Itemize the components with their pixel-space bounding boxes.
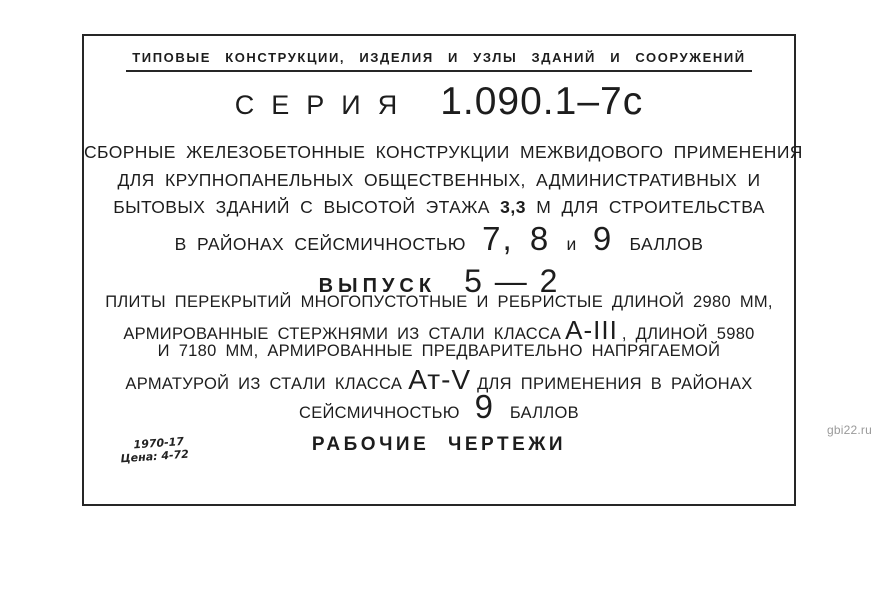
contents-line-3 <box>84 342 794 361</box>
description-text: В РАЙОНАХ СЕЙСМИЧНОСТЬЮ <box>174 234 466 254</box>
stamp-code: 1970-17 <box>133 434 185 452</box>
description-line-3 <box>84 197 794 218</box>
contents-line-5 <box>84 388 794 426</box>
description-text: БЫТОВЫХ ЗДАНИЙ С ВЫСОТОЙ ЭТАЖА <box>113 197 490 217</box>
contents-text: И 7180 ММ, АРМИРОВАННЫЕ ПРЕДВАРИТЕЛЬНО НАПРЯГАЕМОЙ <box>157 342 721 360</box>
contents-text: АРМАТУРОЙ ИЗ СТАЛИ КЛАССА <box>125 375 403 393</box>
issue-label: ВЫПУСК <box>318 275 437 297</box>
price-stamp <box>119 436 189 466</box>
series-label: СЕРИЯ <box>234 90 415 120</box>
contents-text: АРМИРОВАННЫЕ СТЕРЖНЯМИ ИЗ СТАЛИ КЛАССА <box>123 325 562 343</box>
seismicity-value-9: 9 <box>592 220 614 257</box>
contents-text: ПЛИТЫ ПЕРЕКРЫТИЙ МНОГОПУСТОТНЫЕ И РЕБРИСТЫЕ ДЛИНОЙ 2980 ММ, <box>105 293 773 311</box>
description-text: БАЛЛОВ <box>629 234 704 254</box>
storey-height-value: 3,3 <box>500 197 526 217</box>
contents-text: ДЛЯ ПРИМЕНЕНИЯ В РАЙОНАХ <box>477 375 753 393</box>
document-header-row <box>84 50 794 72</box>
description-text: ДЛЯ КРУПНОПАНЕЛЬНЫХ ОБЩЕСТВЕННЫХ, АДМИНИСТРАТИВНЫХ И <box>117 170 761 190</box>
description-text: и <box>566 234 577 254</box>
description-line-4 <box>84 220 794 258</box>
description-text: М ДЛЯ СТРОИТЕЛЬСТВА <box>536 197 765 217</box>
contents-text: СЕЙСМИЧНОСТЬЮ <box>299 404 460 422</box>
contents-line-1 <box>84 293 794 312</box>
description-text: СБОРНЫЕ ЖЕЛЕЗОБЕТОННЫЕ КОНСТРУКЦИИ МЕЖВИДОВОГО ПРИМЕНЕНИЯ <box>84 142 803 162</box>
steel-class-a3: А-III <box>565 315 618 345</box>
stamp-price: Цена: 4-72 <box>120 447 190 465</box>
seismicity-value-9: 9 <box>474 388 495 425</box>
contents-text: , ДЛИНОЙ 5980 <box>621 325 755 343</box>
doc-type-title: РАБОЧИЕ ЧЕРТЕЖИ <box>311 434 567 455</box>
doc-type-row <box>84 434 794 456</box>
series-row <box>84 80 794 124</box>
site-watermark: gbi22.ru <box>827 423 872 437</box>
description-line-2 <box>84 170 794 191</box>
steel-class-at5: Ат-V <box>408 364 472 395</box>
document-header: ТИПОВЫЕ КОНСТРУКЦИИ, ИЗДЕЛИЯ И УЗЛЫ ЗДАНИЙ И СООРУЖЕНИЙ <box>126 50 751 72</box>
title-block-frame <box>82 34 803 506</box>
description-line-1 <box>84 142 803 163</box>
series-number: 1.090.1–7с <box>440 80 644 123</box>
issue-number: 5 — 2 <box>464 263 560 299</box>
contents-text: БАЛЛОВ <box>509 404 579 422</box>
seismicity-values-7-8: 7, 8 <box>482 220 551 257</box>
